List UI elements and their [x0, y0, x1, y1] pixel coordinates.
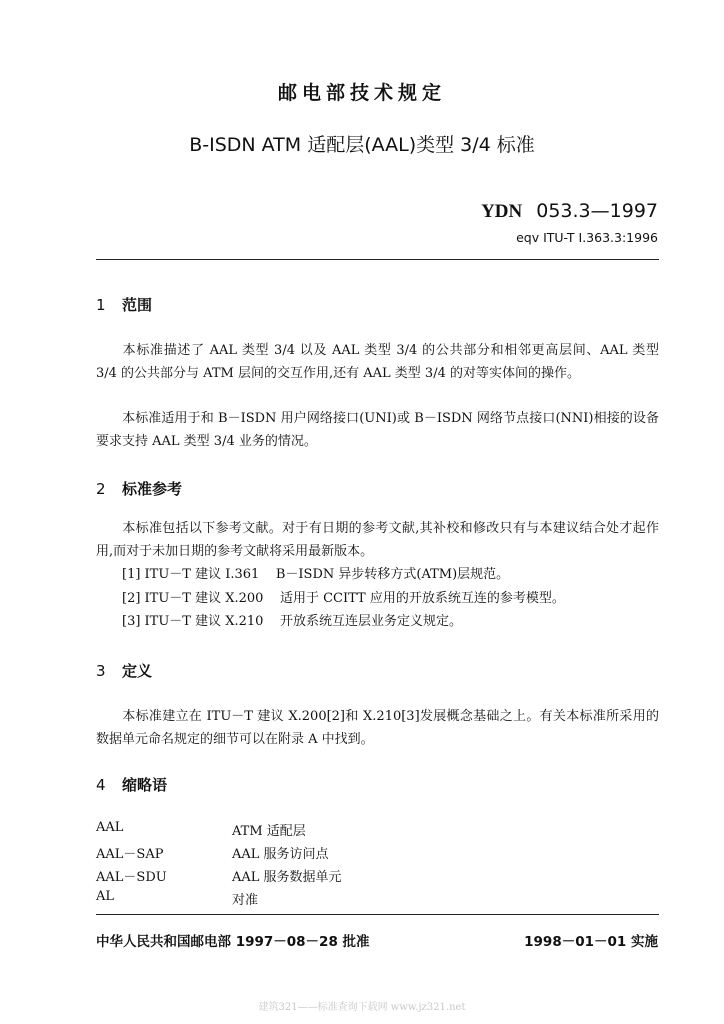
standard-prefix: YDN [481, 201, 523, 222]
section-title: 标准参考 [122, 480, 183, 498]
reference-item-3: [3] ITU－T 建议 X.210 开放系统互连层业务定义规定。 [122, 614, 462, 629]
equivalent-standard: eqv ITU-T I.363.3:1996 [516, 230, 658, 245]
paragraph-text: 本标准建立在 ITU－T 建议 X.200[2]和 X.210[3]发展概念基础之上。有关本标准所采用的数据单元命名规定的细节可以在附录 A 中找到。 [96, 709, 659, 747]
section-title: 定义 [122, 662, 153, 680]
section-heading-scope [96, 294, 152, 315]
paragraph-text: 本标准适用于和 B－ISDN 用户网络接口(UNI)或 B－ISDN 网络节点接口(NNI)相接的设备要求支持 AAL 类型 3/4 业务的情况。 [96, 411, 659, 449]
standard-number [481, 200, 658, 223]
header-divider [96, 259, 659, 260]
abbreviation-definition: AAL 服务数据单元 [232, 870, 342, 885]
reference-item-2: [2] ITU－T 建议 X.200 适用于 CCITT 应用的开放系统互连的参考模型。 [122, 591, 565, 606]
issuing-authority: 邮电部技术规定 [277, 82, 446, 104]
definitions-paragraph [96, 706, 659, 751]
effective-date: 1998－01－01 实施 [524, 934, 658, 950]
section-number: 2 [96, 480, 106, 498]
abbreviation-definition: ATM 适配层 [232, 824, 306, 839]
abbreviation-term: AL [96, 889, 115, 904]
reference-item-1: [1] ITU－T 建议 I.361 B－ISDN 异步转移方式(ATM)层规范。 [122, 567, 510, 582]
abbreviation-term: AAL－SAP [96, 847, 164, 862]
section-heading-references [96, 478, 182, 499]
section-number: 4 [96, 776, 106, 794]
document-title: B-ISDN ATM 适配层(AAL)类型 3/4 标准 [189, 134, 535, 156]
paragraph-text: 本标准包括以下参考文献。对于有日期的参考文献,其补校和修改只有与本建议结合处才起作用,而对于未加日期的参考文献将采用最新版本。 [96, 521, 659, 559]
paragraph-text: 本标准描述了 AAL 类型 3/4 以及 AAL 类型 3/4 的公共部分和相邻更高层间、AAL 类型 3/4 的公共部分与 ATM 层间的交互作用,还有 AAL 类型 3/4 的对等实体间的操作。 [96, 343, 659, 381]
abbreviation-definition: AAL 服务访问点 [232, 847, 329, 862]
abbreviation-term: AAL－SDU [96, 870, 167, 885]
footer-divider [96, 914, 659, 915]
abbreviation-definition: 对准 [232, 893, 259, 908]
scope-paragraph-1 [96, 340, 659, 385]
section-title: 缩略语 [122, 776, 168, 794]
approval-line: 中华人民共和国邮电部 1997－08－28 批准 [96, 934, 370, 950]
section-heading-abbreviations [96, 774, 167, 795]
site-watermark: 建筑321——标准查询下载网 www.jz321.net [258, 1002, 466, 1013]
references-paragraph [96, 518, 659, 563]
standard-code: 053.3—1997 [536, 200, 658, 222]
section-number: 3 [96, 662, 106, 680]
section-heading-definitions [96, 660, 152, 681]
abbreviation-term: AAL [96, 820, 124, 835]
section-number: 1 [96, 296, 106, 314]
scope-paragraph-2 [96, 408, 659, 453]
section-title: 范围 [122, 296, 153, 314]
